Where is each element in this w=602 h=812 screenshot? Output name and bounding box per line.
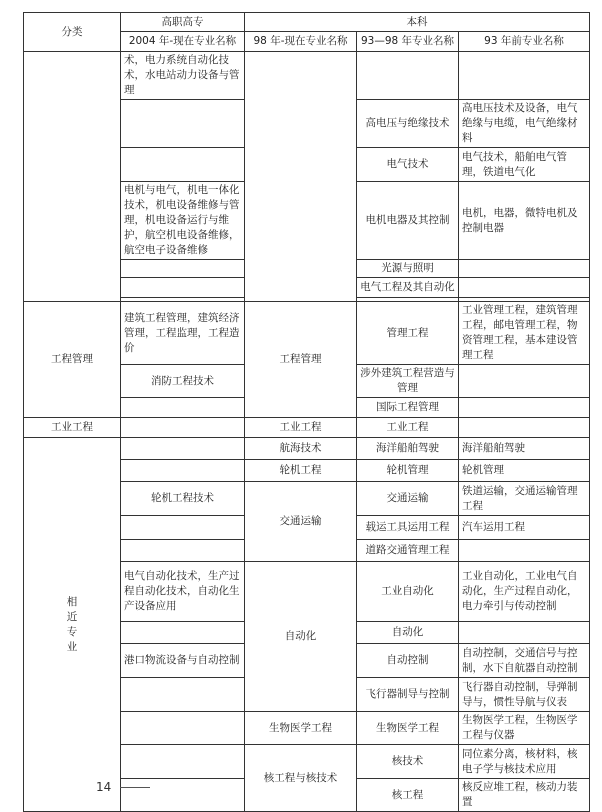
cell-2004 (121, 100, 245, 148)
category-related-majors (24, 438, 121, 812)
cell-9398: 核技术 (357, 745, 459, 779)
cell-9398: 道路交通管理工程 (357, 540, 459, 562)
cell-9398: 载运工具运用工程 (357, 516, 459, 540)
header-vocational: 高职高专 (121, 13, 245, 32)
cell-98: 工业工程 (245, 418, 357, 438)
cell-93 (459, 260, 590, 278)
cell-98: 生物医学工程 (245, 712, 357, 745)
cell-98: 工程管理 (245, 302, 357, 418)
cell-93 (459, 398, 590, 418)
cell-93: 工业管理工程，建筑管理工程，邮电管理工程，物资管理工程，基本建设管理工程 (459, 302, 590, 365)
cell-98 (245, 52, 357, 302)
category-cell (24, 52, 121, 302)
cell-93: 铁道运输，交通运输管理工程 (459, 482, 590, 516)
cell-98: 自动化 (245, 562, 357, 712)
cell-2004: 消防工程技术 (121, 365, 245, 398)
cell-2004 (121, 418, 245, 438)
cell-2004 (121, 278, 245, 298)
category-industrial-engineering: 工业工程 (24, 418, 121, 438)
cell-2004: 轮机工程技术 (121, 482, 245, 516)
cell-9398: 电气技术 (357, 148, 459, 182)
cell-9398: 自动化 (357, 622, 459, 644)
cell-9398: 海洋船舶驾驶 (357, 438, 459, 460)
cell-9398: 管理工程 (357, 302, 459, 365)
cell-93: 轮机管理 (459, 460, 590, 482)
header-category: 分类 (24, 13, 121, 52)
cell-2004 (121, 712, 245, 745)
cell-9398: 交通运输 (357, 482, 459, 516)
cell-2004 (121, 260, 245, 278)
cell-93 (459, 622, 590, 644)
cell-93: 汽车运用工程 (459, 516, 590, 540)
cell-9398: 工业工程 (357, 418, 459, 438)
cell-93 (459, 278, 590, 298)
cell-9398: 自动控制 (357, 644, 459, 678)
header-col-9398: 93—98 年专业名称 (357, 32, 459, 52)
cell-98: 核工程与核技术 (245, 745, 357, 812)
cell-93: 电机，电器，微特电机及控制电器 (459, 182, 590, 260)
cell-93 (459, 365, 590, 398)
header-undergrad: 本科 (245, 13, 590, 32)
cell-9398: 国际工程管理 (357, 398, 459, 418)
cell-93: 电气技术，船舶电气管理，铁道电气化 (459, 148, 590, 182)
page-number: 14 (96, 780, 112, 794)
cell-9398: 涉外建筑工程营造与管理 (357, 365, 459, 398)
footer-rule (120, 787, 150, 788)
cell-2004 (121, 460, 245, 482)
related-char: 相 (66, 595, 78, 608)
header-col-98: 98 年-现在专业名称 (245, 32, 357, 52)
cell-9398: 电气工程及其自动化 (357, 278, 459, 298)
cell-2004: 建筑工程管理，建筑经济管理，工程监理，工程造价 (121, 302, 245, 365)
related-char: 业 (66, 640, 78, 653)
cell-93 (459, 52, 590, 100)
cell-2004: 港口物流设备与自动控制 (121, 644, 245, 678)
cell-2004 (121, 622, 245, 644)
cell-9398: 核工程 (357, 779, 459, 812)
cell-93: 工业自动化，工业电气自动化，生产过程自动化，电力牵引与传动控制 (459, 562, 590, 622)
cell-98: 轮机工程 (245, 460, 357, 482)
cell-93: 生物医学工程，生物医学工程与仪器 (459, 712, 590, 745)
cell-2004 (121, 678, 245, 712)
cell-9398: 轮机管理 (357, 460, 459, 482)
cell-2004: 术，电力系统自动化技术，水电站动力设备与管理 (121, 52, 245, 100)
cell-2004 (121, 745, 245, 779)
cell-9398: 电机电器及其控制 (357, 182, 459, 260)
cell-93: 核反应堆工程，核动力装置 (459, 779, 590, 812)
cell-9398: 高电压与绝缘技术 (357, 100, 459, 148)
cell-2004 (121, 438, 245, 460)
cell-98: 航海技术 (245, 438, 357, 460)
cell-2004 (121, 398, 245, 418)
header-col-2004: 2004 年-现在专业名称 (121, 32, 245, 52)
cell-2004 (121, 148, 245, 182)
cell-93: 高电压技术及设备，电气绝缘与电缆，电气绝缘材料 (459, 100, 590, 148)
cell-9398 (357, 52, 459, 100)
cell-2004: 电气自动化技术，生产过程自动化技术，自动化生产设备应用 (121, 562, 245, 622)
cell-93 (459, 540, 590, 562)
category-engineering-management: 工程管理 (24, 302, 121, 418)
related-char: 专 (66, 625, 78, 638)
cell-2004 (121, 779, 245, 812)
related-char: 近 (66, 610, 78, 623)
cell-9398: 工业自动化 (357, 562, 459, 622)
header-col-93: 93 年前专业名称 (459, 32, 590, 52)
cell-93: 海洋船舶驾驶 (459, 438, 590, 460)
cell-93: 同位素分离，核材料，核电子学与核技术应用 (459, 745, 590, 779)
cell-93 (459, 418, 590, 438)
cell-98: 交通运输 (245, 482, 357, 562)
cell-93: 飞行器自动控制，导弹制导与，惯性导航与仪表 (459, 678, 590, 712)
cell-2004 (121, 540, 245, 562)
cell-93: 自动控制，交通信号与控制，水下自航器自动控制 (459, 644, 590, 678)
cell-9398: 生物医学工程 (357, 712, 459, 745)
cell-9398: 光源与照明 (357, 260, 459, 278)
cell-2004 (121, 516, 245, 540)
cell-2004: 电机与电气，机电一体化技术，机电设备维修与管理，机电设备运行与维护，航空机电设备维修，航空电子设备维修 (121, 182, 245, 260)
cell-9398: 飞行器制导与控制 (357, 678, 459, 712)
major-table (23, 12, 590, 812)
